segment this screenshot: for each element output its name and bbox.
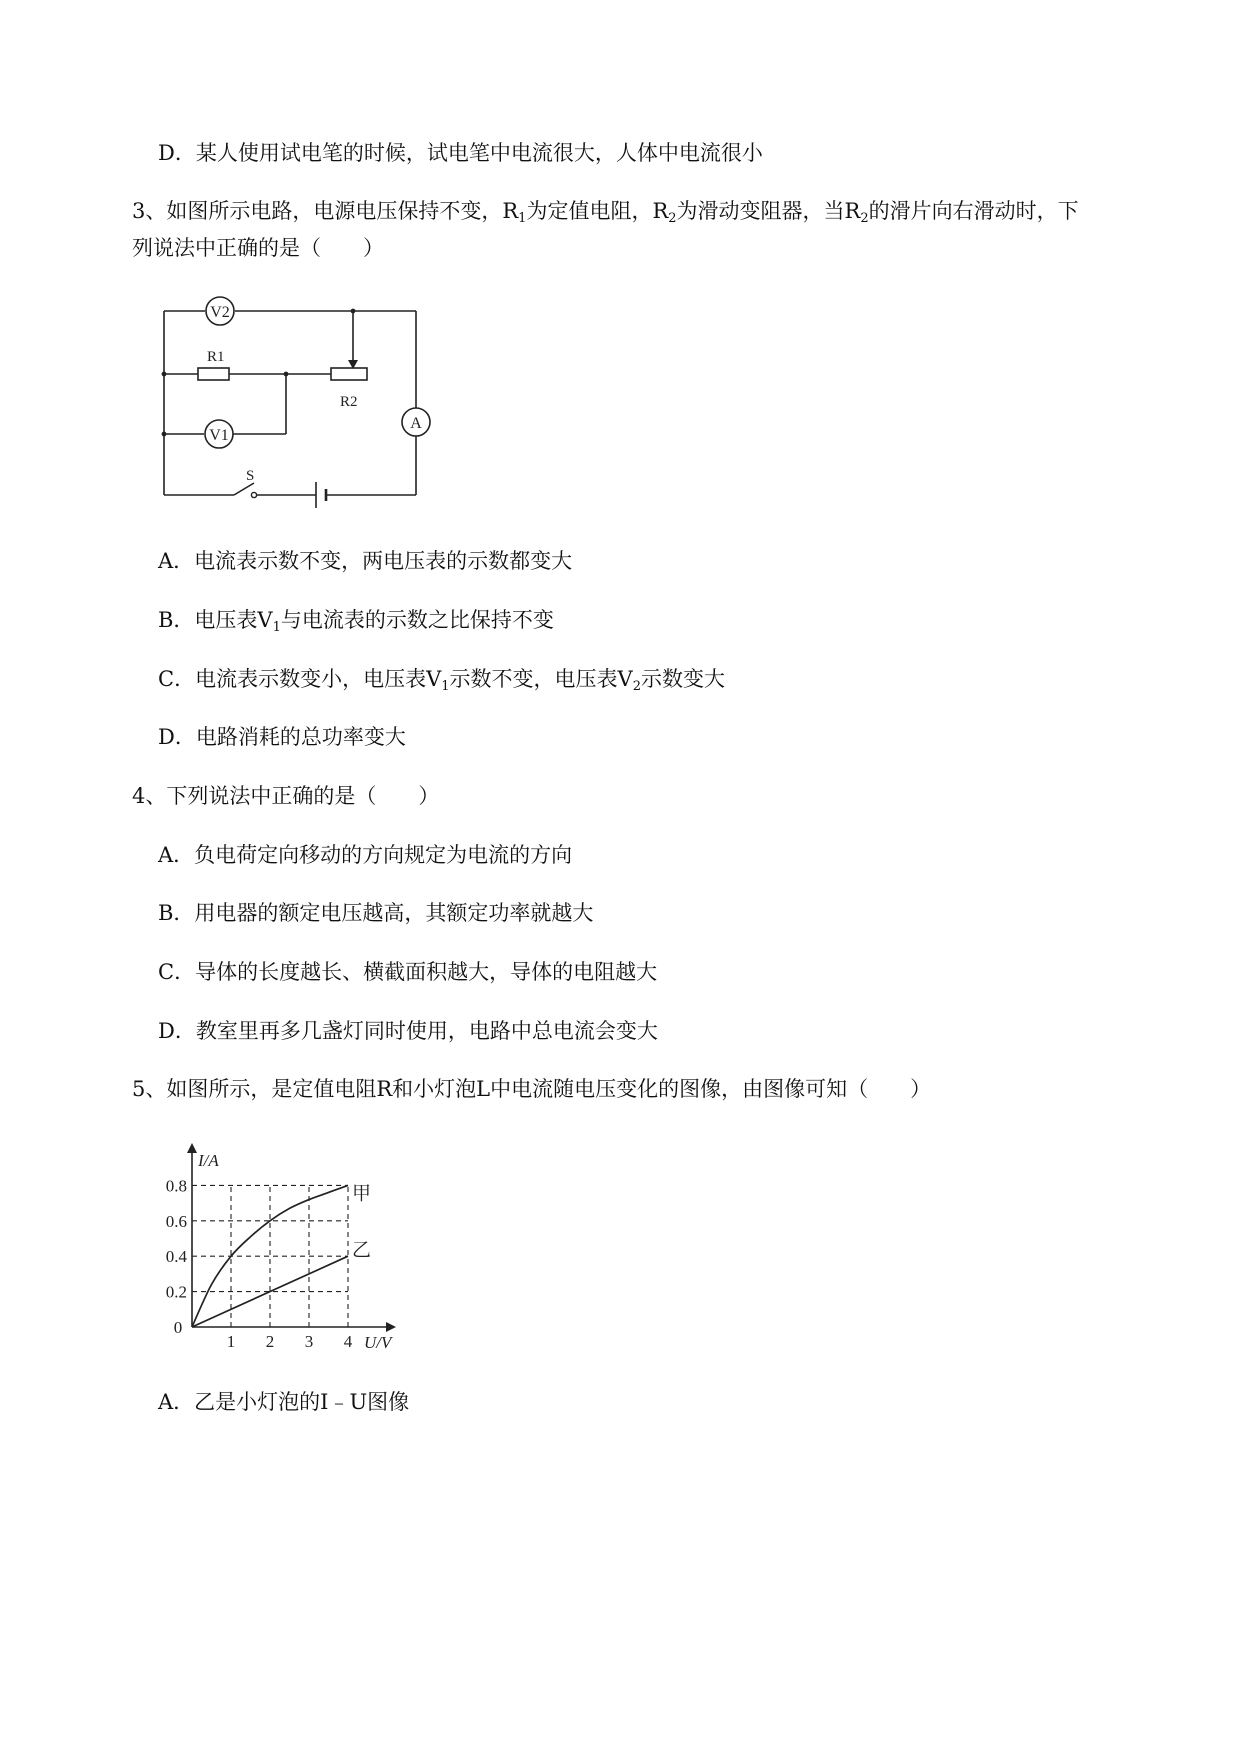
switch-contact [251,492,256,497]
junction-dot [351,309,356,314]
resistor-r2 [331,368,367,380]
x-axis-label: U/V [364,1333,392,1352]
junction-dot [162,372,167,377]
x-tick-label: 3 [304,1332,314,1351]
q3-option-b [158,606,554,642]
q3-option-b-part: 与电流表的示数之比保持不变 [280,608,554,632]
q4-option-a: A．负电荷定向移动的方向规定为电流的方向 [158,843,573,867]
x-tick-label: 2 [265,1332,275,1351]
series-label: 甲 [352,1183,372,1205]
circuit-diagram [150,290,440,515]
q5-option-a: A．乙是小灯泡的I﹣U图像 [158,1390,410,1414]
q3-stem-line1 [132,197,1079,233]
q3-stem-part: 3、如图所示电路，电源电压保持不变，R [132,199,519,223]
origin-label: 0 [173,1318,183,1337]
label-v1: V1 [209,427,229,444]
label-v2: V2 [210,304,230,321]
x-tick-label: 1 [226,1332,236,1351]
y-tick-label: 0.8 [165,1176,187,1196]
label-switch: S [246,468,255,484]
q5-stem: 5、如图所示，是定值电阻R和小灯泡L中电流随电压变化的图像，由图像可知（ ） [132,1077,932,1101]
y-tick-label: 0.4 [165,1247,187,1267]
subscript: 1 [518,211,527,226]
y-tick-label: 0.2 [165,1282,187,1302]
q3-option-c-part: 示数变大 [640,667,725,691]
q3-option-c [158,665,725,701]
series-label: 乙 [352,1240,372,1262]
q3-option-b-part: B．电压表V [158,608,273,632]
subscript: 2 [668,211,677,226]
q3-stem-part: 为定值电阻，R [526,199,669,223]
q3-stem-line2: 列说法中正确的是（ ） [132,236,384,260]
y-axis-label: I/A [198,1151,219,1170]
junction-dot [162,432,167,437]
label-ammeter: A [410,415,422,432]
subscript: 1 [272,620,281,635]
junction-dot [284,372,289,377]
y-axis-arrow-icon [187,1143,197,1153]
resistor-r1 [198,368,229,380]
label-r1: R1 [207,349,225,365]
q2-option-d: D．某人使用试电笔的时候，试电笔中电流很大，人体中电流很小 [158,141,763,165]
q3-option-a: A．电流表示数不变，两电压表的示数都变大 [158,549,573,573]
x-axis-arrow-icon [386,1322,396,1332]
q4-stem: 4、下列说法中正确的是（ ） [132,784,440,808]
q3-option-c-part: C．电流表示数变小，电压表V [158,667,442,691]
subscript: 1 [441,679,450,694]
q4-option-c: C．导体的长度越长、横截面积越大，导体的电阻越大 [158,960,658,984]
subscript: 2 [860,211,869,226]
iu-chart [150,1140,410,1355]
y-tick-label: 0.6 [165,1211,187,1231]
q3-stem-part: 为滑动变阻器，当R [676,199,861,223]
label-r2: R2 [340,394,358,410]
q4-option-b: B．用电器的额定电压越高，其额定功率就越大 [158,901,594,925]
q3-stem-part: 的滑片向右滑动时，下 [868,199,1079,223]
q4-option-d: D．教室里再多几盏灯同时使用，电路中总电流会变大 [158,1019,658,1043]
x-tick-label: 4 [343,1332,353,1351]
q3-option-c-part: 示数不变，电压表V [449,667,633,691]
q3-option-d: D．电路消耗的总功率变大 [158,725,406,749]
subscript: 2 [632,679,641,694]
